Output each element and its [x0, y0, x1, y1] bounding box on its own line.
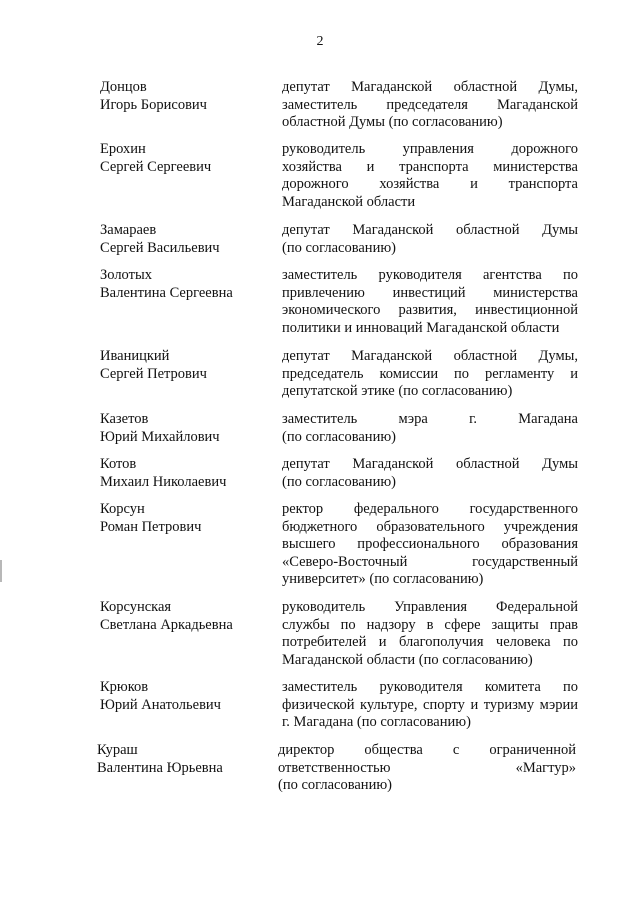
position-line: областной Думы (по согласованию) [282, 114, 503, 130]
member-given-names: Игорь Борисович [100, 96, 207, 113]
member-position [282, 79, 578, 132]
position-line: руководитель управления дорожного [282, 141, 578, 157]
member-name [100, 267, 270, 302]
member-name [100, 411, 270, 446]
position-line: высшего профессионального образования [282, 536, 578, 552]
position-line: директор общества с ограниченной [278, 742, 576, 758]
position-line: руководитель Управления Федеральной [282, 599, 578, 615]
member-position [278, 742, 576, 795]
member-name [100, 222, 270, 257]
member-name [100, 141, 270, 176]
position-line: депутат Магаданской областной Думы, [282, 79, 578, 95]
member-position [282, 456, 578, 491]
member-name [97, 742, 267, 777]
member-surname: Кураш [97, 742, 138, 758]
member-surname: Корсун [100, 501, 145, 517]
member-name [100, 456, 270, 491]
member-given-names: Роман Петрович [100, 518, 202, 535]
member-surname: Ерохин [100, 141, 146, 157]
member-given-names: Михаил Николаевич [100, 473, 227, 490]
position-line: привлечению инвестиций министерства [282, 284, 578, 301]
position-line: депутат Магаданской областной Думы, [282, 348, 578, 364]
position-line: службы по надзору в сфере защиты прав [282, 616, 578, 633]
position-line: ответственностью «Магтур» [278, 759, 576, 776]
member-position [282, 141, 578, 211]
member-given-names: Юрий Михайлович [100, 428, 220, 445]
scan-edge-mark [0, 560, 2, 582]
position-line: (по согласованию) [278, 777, 392, 793]
member-position [282, 222, 578, 257]
member-name [100, 599, 270, 634]
position-line: дорожного хозяйства и транспорта [282, 176, 578, 192]
member-surname: Котов [100, 456, 137, 472]
member-position [282, 348, 578, 401]
member-given-names: Сергей Петрович [100, 365, 207, 382]
member-given-names: Юрий Анатольевич [100, 696, 221, 713]
position-line: (по согласованию) [282, 473, 396, 490]
member-surname: Казетов [100, 411, 149, 427]
member-name [100, 348, 270, 383]
position-line: депутатской этике (по согласованию) [282, 383, 513, 399]
member-surname: Донцов [100, 79, 147, 95]
position-line: заместитель руководителя агентства по [282, 267, 578, 283]
position-line: ректор федерального государственного [282, 501, 578, 517]
member-name [100, 79, 270, 114]
member-name [100, 679, 270, 714]
position-line: бюджетного образовательного учреждения [282, 518, 578, 535]
member-given-names: Сергей Сергеевич [100, 158, 212, 175]
position-line: физической культуре, спорту и туризму мэрии [282, 696, 578, 713]
position-line: университет» (по согласованию) [282, 571, 484, 587]
member-position [282, 599, 578, 669]
position-line: политики и инноваций Магаданской области [282, 319, 560, 336]
member-given-names: Валентина Сергеевна [100, 284, 233, 301]
member-name [100, 501, 270, 536]
member-surname: Золотых [100, 267, 152, 283]
position-line: потребителей и благополучия человека по [282, 634, 578, 650]
position-line: хозяйства и транспорта министерства [282, 158, 578, 175]
position-line: депутат Магаданской областной Думы [282, 456, 578, 472]
position-line: г. Магадана (по согласованию) [282, 714, 471, 730]
position-line: председатель комиссии по регламенту и [282, 365, 578, 382]
position-line: (по согласованию) [282, 239, 396, 256]
position-line: Магаданской области (по согласованию) [282, 651, 533, 668]
position-line: Магаданской области [282, 193, 416, 210]
member-given-names: Светлана Аркадьевна [100, 616, 233, 633]
member-position [282, 411, 578, 446]
page-number: 2 [316, 34, 324, 49]
position-line: заместитель руководителя комитета по [282, 679, 578, 695]
member-surname: Замараев [100, 222, 157, 238]
position-line: экономического развития, инвестиционной [282, 302, 578, 318]
position-line: депутат Магаданской областной Думы [282, 222, 578, 238]
member-given-names: Сергей Васильевич [100, 239, 220, 256]
position-line: (по согласованию) [282, 428, 396, 445]
member-position [282, 267, 578, 337]
member-position [282, 679, 578, 732]
member-position [282, 501, 578, 589]
position-line: заместитель мэра г. Магадана [282, 411, 578, 427]
member-given-names: Валентина Юрьевна [97, 759, 223, 776]
member-surname: Крюков [100, 679, 149, 695]
position-line: «Северо-Восточный государственный [282, 553, 578, 570]
position-line: заместитель председателя Магаданской [282, 96, 578, 113]
member-surname: Корсунская [100, 599, 172, 615]
member-surname: Иваницкий [100, 348, 170, 364]
